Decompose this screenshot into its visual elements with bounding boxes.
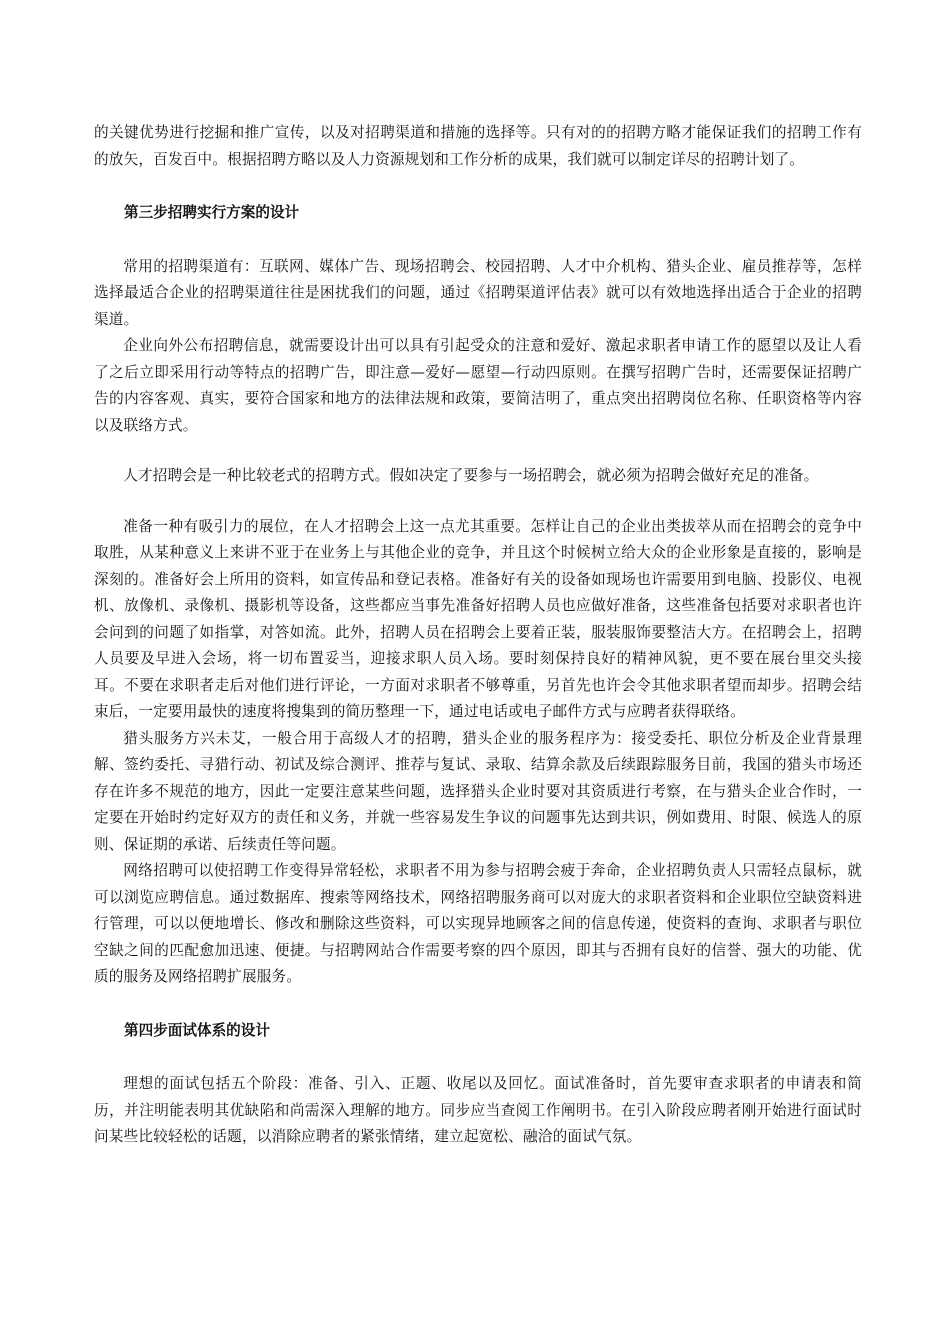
headhunter-paragraph: 猎头服务方兴未艾，一般合用于高级人才的招聘，猎头企业的服务程序为：接受委托、职位分析及企业背景理解、签约委托、寻猎行动、初试及综合测评、推荐与复试、录取、结算余款及后续跟踪服务目前，我国的猎头市场还存在许多不规范的地方，因此一定要注意某些问题，选择猎头企业时要对其资质进行考察，在与猎头企业合作时，一定要在开始时约定好双方的责任和义务，并就一些容易发生争议的问题事先达到共识，例如费用、时限、候选人的原则、保证期的承诺、后续责任等问题。 [94, 729, 862, 853]
ads-paragraph: 企业向外公布招聘信息，就需要设计出可以具有引起受众的注意和爱好、激起求职者申请工作的愿望以及让人看了之后立即采用行动等特点的招聘广告，即注意—爱好—愿望—行动四原则。在撰写招聘广告时，还需要保证招聘广告的内容客观、真实，要符合国家和地方的法律法规和政策，要简洁明了，重点突出招聘岗位名称、任职资格等内容以及联络方式。 [94, 337, 862, 434]
intro-paragraph: 的关键优势进行挖掘和推广宣传，以及对招聘渠道和措施的选择等。只有对的的招聘方略才能保证我们的招聘工作有的放矢，百发百中。根据招聘方略以及人力资源规划和工作分析的成果，我们就可以制定详尽的招聘计划了。 [94, 124, 862, 168]
channels-paragraph: 常用的招聘渠道有：互联网、媒体广告、现场招聘会、校园招聘、人才中介机构、猎头企业、雇员推荐等，怎样选择最适合企业的招聘渠道往往是困扰我们的问题，通过《招聘渠道评估表》就可以有效地选择出适合于企业的招聘渠道。 [94, 257, 862, 328]
booth-paragraph: 准备一种有吸引力的展位，在人才招聘会上这一点尤其重要。怎样让自己的企业出类拔萃从而在招聘会的竞争中取胜，从某种意义上来讲不亚于在业务上与其他企业的竞争，并且这个时候树立给大众的企业形象是直接的，影响是深刻的。准备好会上所用的资料，如宣传品和登记表格。准备好有关的设备如现场也许需要用到电脑、投影仪、电视机、放像机、录像机、摄影机等设备，这些都应当事先准备好招聘人员也应做好准备，这些准备包括要对求职者也许会问到的问题了如指掌，对答如流。此外，招聘人员在招聘会上要着正装，服装服饰要整洁大方。在招聘会上，招聘人员要及早进入会场，将一切布置妥当，迎接求职人员入场。要时刻保持良好的精神风貌，更不要在展台里交头接耳。不要在求职者走后对他们进行评论，一方面对求职者不够尊重，另首先也许会令其他求职者望而却步。招聘会结束后，一定要用最快的速度将搜集到的简历整理一下，通过电话或电子邮件方式与应聘者获得联络。 [94, 517, 862, 720]
section-heading-step3: 第三步招聘实行方案的设计 [124, 204, 300, 221]
section-heading-step4: 第四步面试体系的设计 [124, 1021, 270, 1039]
online-recruiting-paragraph: 网络招聘可以使招聘工作变得异常轻松，求职者不用为参与招聘会疲于奔命，企业招聘负责人只需轻点鼠标，就可以浏览应聘信息。通过数据库、搜索等网络技术，网络招聘服务商可以对庞大的求职者资料和企业职位空缺资料进行管理，可以以便地增长、修改和删除这些资料，可以实现异地顾客之间的信息传递，使资料的查询、求职者与职位空缺之间的匹配愈加迅速、便捷。与招聘网站合作需要考察的四个原因，即其与否拥有良好的信誉、强大的功能、优质的服务及网络招聘扩展服务。 [94, 862, 862, 985]
document-page [94, 120, 862, 1151]
job-fair-paragraph: 人才招聘会是一种比较老式的招聘方式。假如决定了要参与一场招聘会，就必须为招聘会做好充足的准备。 [123, 467, 819, 484]
interview-paragraph: 理想的面试包括五个阶段：准备、引入、正题、收尾以及回忆。面试准备时，首先要审查求职者的申请表和简历，并注明能表明其优缺陷和尚需深入理解的地方。同步应当查阅工作阐明书。在引入阶段应聘者刚开始进行面试时问某些比较轻松的话题，以消除应聘者的紧张情绪，建立起宽松、融洽的面试气氛。 [94, 1075, 862, 1145]
